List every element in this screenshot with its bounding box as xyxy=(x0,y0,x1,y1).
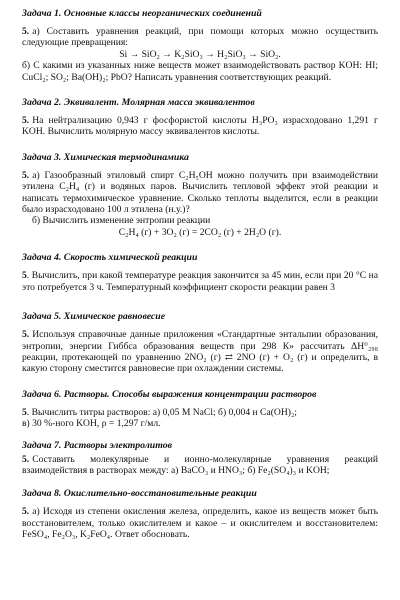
task-number: 5. xyxy=(22,453,30,465)
task-text xyxy=(22,170,378,216)
task-title: Задача 6. Растворы. Способы выражения концентрации растворов xyxy=(22,388,317,400)
task-line: б) С какими из указанных ниже веществ может взаимодействовать раствор KOH: HI; CuCl₂; SO₂; Ba(OH)₂; PbO? Написать уравнения соответствующих реакций. xyxy=(22,60,378,83)
task-number: 5. xyxy=(22,329,30,341)
task-2 xyxy=(22,97,378,138)
task-title: Задача 3. Химическая термодинамика xyxy=(22,151,189,163)
task-number: 5 xyxy=(22,270,27,282)
task-text xyxy=(22,270,378,293)
formula-line: Si → SiO₂ → K₂SiO₃ → H₂SiO₃ → SiO₂. xyxy=(119,48,281,60)
task-line: а) Исходя из степени окисления железа, определить, какое из веществ может быть восстановителем, только окислителем и какое – и окислителем и восстановителем: FeSO₄, Fe₂O₃, K₂FeO₄. Ответ обосновать. xyxy=(22,506,378,541)
task-title: Задача 8. Окислительно-восстановительные реакции xyxy=(22,488,257,500)
task-text xyxy=(22,454,378,477)
task-6 xyxy=(22,389,378,430)
task-number: 5. xyxy=(22,26,30,37)
task-text xyxy=(22,26,378,49)
task-3 xyxy=(22,152,378,238)
task-text xyxy=(22,407,378,418)
task-text xyxy=(22,115,378,138)
task-title: Задача 7. Растворы электролитов xyxy=(22,439,173,451)
task-title: Задача 4. Скорость химической реакции xyxy=(22,252,198,264)
task-number: 5. xyxy=(22,169,30,181)
task-8 xyxy=(22,488,378,540)
task-number: 5 xyxy=(22,406,27,418)
task-line: в) 30 %-ного KOH, ρ = 1,297 г/мл. xyxy=(22,418,161,430)
task-text xyxy=(22,329,378,375)
task-4 xyxy=(22,252,378,293)
task-line: Составить молекулярные и ионно-молекулярные уравнения реакций взаимодействия в растворах между: а) BaCO₃ и HNO₃; б) Fe₂(SO₄)₃ и KOH; xyxy=(22,453,378,476)
task-line: Используя справочные данные приложения «Стандартные энтальпии образования, энтропии, энергии Гиббса образования веществ при 298 К» рассчитать ΔH°₂₉₈ реакции, протекающей по уравнению 2NO₂ (г) ⇄ 2NO (г) + O₂ (г) и определить, в какую сторону сместится равновесие при охлаждении системы. xyxy=(22,329,378,375)
task-line: а) Составить уравнения реакций, при помощи которых можно осуществить следующие превращения: xyxy=(22,26,378,49)
task-text xyxy=(22,506,378,540)
task-5 xyxy=(22,311,378,375)
task-line: а) Газообразный этиловый спирт C₂H₅OH можно получить при взаимодействии этилена C₂H₄ (г) и водяных паров. Вычислить тепловой эффект этой реакции и написать термохимическое уравнение. Сколько теплоты выделится, если в реакции было израсходовано 100 л этилена (н.у.)? xyxy=(22,169,378,216)
task-1 xyxy=(22,8,378,83)
task-7 xyxy=(22,440,378,477)
task-line: На нейтрализацию 0,943 г фосфористой кислоты H₃PO₃ израсходовано 1,291 г KOH. Вычислить молярную массу эквивалентов кислоты. xyxy=(22,115,378,138)
task-title: Задача 5. Химическое равновесие xyxy=(22,311,166,323)
task-line: б) Вычислить изменение энтропии реакции xyxy=(32,215,211,227)
task-line: . Вычислить титры растворов: а) 0,05 M NaCl; б) 0,004 н Ca(OH)₂; xyxy=(26,406,297,418)
task-title: Задача 1. Основные классы неорганических соединений xyxy=(22,8,262,19)
formula-line: C₂H₄ (г) + 3O₂ (г) = 2CO₂ (г) + 2H₂O (г). xyxy=(118,226,282,238)
task-line: . Вычислить, при какой температуре реакция закончится за 45 мин, если при 20 °С на это потребуется 3 ч. Температурный коэффициент скорости реакции равен 3 xyxy=(22,270,378,293)
task-number: 5. xyxy=(22,506,30,518)
task-title: Задача 2. Эквивалент. Молярная масса эквивалентов xyxy=(22,97,255,109)
task-number: 5. xyxy=(22,115,30,127)
